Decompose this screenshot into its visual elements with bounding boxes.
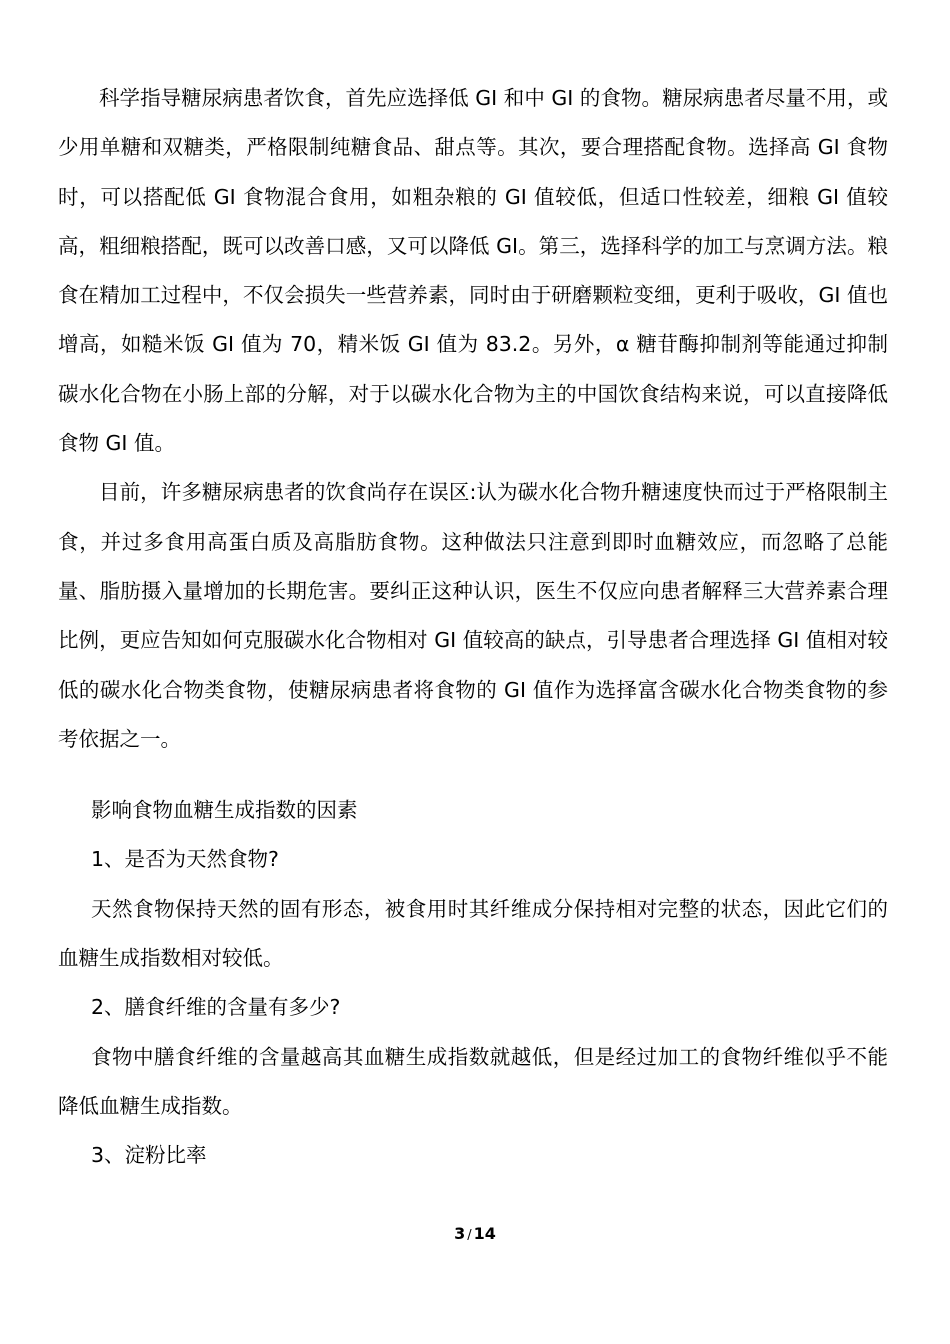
page-number [0,1222,950,1248]
factor-3-title: 3、淀粉比率 [91,1143,207,1168]
paragraph-gi-diet-guidance: 科学指导糖尿病患者饮食，首先应选择低 GI 和中 GI 的食物。糖尿病患者尽量不用，或少用单糖和双糖类，严格限制纯糖食品、甜点等。其次，要合理搭配食物。选择高 GI 食物时，可以搭配低 GI 食物混合食用，如粗杂粮的 GI 值较低，但适口性较差，细粮 GI 值较高，粗细粮搭配，既可以改善口感，又可以降低 GI。第三，选择科学的加工与烹调方法。粮食在精加工过程中，不仅会损失一些营养素，同时由于研磨颗粒变细，更利于吸收，GI 值也增高，如糙米饭 GI 值为 70，精米饭 GI 值为 83.2。另外，α 糖苷酶抑制剂等能通过抑制碳水化合物在小肠上部的分解，对于以碳水化合物为主的中国饮食结构来说，可以直接降低食物 GI 值。 [58,86,888,456]
factor-2-title: 2、膳食纤维的含量有多少? [91,995,341,1020]
factor-1-body: 天然食物保持天然的固有形态，被食用时其纤维成分保持相对完整的状态，因此它们的血糖生成指数相对较低。 [58,896,888,971]
page-number-separator: / [467,1228,472,1243]
factor-2-body: 食物中膳食纤维的含量越高其血糖生成指数就越低，但是经过加工的食物纤维似乎不能降低血糖生成指数。 [58,1044,888,1118]
section-heading: 影响食物血糖生成指数的因素 [91,798,358,823]
document-body [58,74,888,1181]
current-page-number: 3 [454,1224,466,1243]
paragraph-diet-misconceptions: 目前，许多糖尿病患者的饮食尚存在误区:认为碳水化合物升糖速度快而过于严格限制主食，并过多食用高蛋白质及高脂肪食物。这种做法只注意到即时血糖效应，而忽略了总能量、脂肪摄入量增加的长期危害。要纠正这种认识，医生不仅应向患者解释三大营养素合理比例，更应告知如何克服碳水化合物相对 GI 值较高的缺点，引导患者合理选择 GI 值相对较低的碳水化合物类食物，使糖尿病患者将食物的 GI 值作为选择富含碳水化合物类食物的参考依据之一。 [58,480,888,751]
total-page-count: 14 [473,1224,496,1243]
factor-1-title: 1、是否为天然食物? [91,847,279,872]
paragraph-spacer [58,764,888,786]
